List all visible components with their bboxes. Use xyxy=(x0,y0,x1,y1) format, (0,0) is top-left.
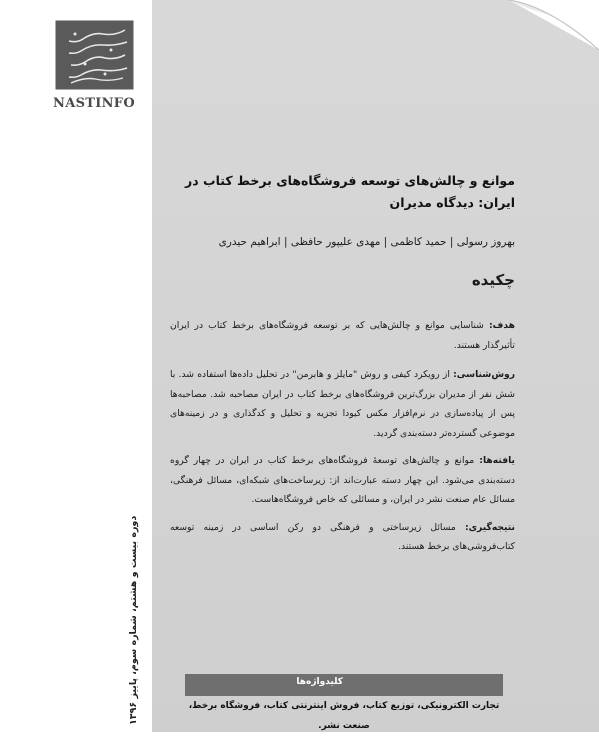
article-title: موانع و چالش‌های توسعه فروشگاه‌های برخط کتاب در ایران: دیدگاه مدیران xyxy=(185,173,515,210)
article-content xyxy=(170,170,515,557)
abstract-methods xyxy=(170,365,515,443)
keywords-box xyxy=(185,674,503,731)
article-authors: بهروز رسولی | حمید کاظمی | مهدی علیپور حافظی | ابراهیم حیدری xyxy=(218,236,515,248)
abstract-findings xyxy=(170,451,515,510)
objective-text: شناسایی موانع و چالش‌هایی که بر توسعه فروشگاه‌های برخط کتاب در ایران تأثیرگذار هستند. xyxy=(170,320,515,351)
calligraphy-logo-icon xyxy=(55,20,134,90)
methods-label: روش‌شناسی: xyxy=(453,369,515,380)
keywords-label: کلیدواژه‌ها xyxy=(296,677,343,687)
findings-label: یافته‌ها: xyxy=(479,455,515,466)
page-curl-icon xyxy=(509,0,599,50)
abstract-objective xyxy=(170,316,515,355)
logo-wordmark: NASTINFO xyxy=(53,96,135,111)
conclusion-text: مسائل زیرساختی و فرهنگی دو رکن اساسی در زمینه توسعه کتاب‌فروشی‌های برخط هستند. xyxy=(170,521,515,552)
keywords-text: تجارت الکترونیکی، توزیع کتاب، فروش اینترنتی کتاب، فروشگاه برخط، صنعت نشر. xyxy=(185,696,503,716)
left-margin xyxy=(0,0,152,732)
publisher-logo xyxy=(55,20,134,90)
objective-label: هدف: xyxy=(488,320,515,331)
issue-info: دوره بیست و هشتم، شماره سوم، پاییز ۱۳۹۶ xyxy=(128,515,139,725)
abstract-heading: چکیده xyxy=(471,271,515,289)
findings-text: موانع و چالش‌های توسعهٔ فروشگاه‌های برخط کتاب در ایران در چهار گروه دسته‌بندی می‌شود. این چهار دسته عبارت‌اند از: زیرساخت‌های شبکه‌ای، مسائل فرهنگی، مسائل عام صنعت نشر در ایران، و مسائلی که خاص فروشگاه‌هاست. xyxy=(170,455,515,505)
conclusion-label: نتیجه‌گیری: xyxy=(464,521,515,533)
methods-text: از رویکرد کیفی و روش "مایلز و هابرمن" در تحلیل داده‌ها استفاده شد. با شش نفر از مدیران بزرگ‌ترین فروشگاه‌های برخط کتاب در ایران مصاحبه شد. مصاحبه‌ها پس از پیاده‌سازی در نرم‌افزار مکس کیودا تجزیه و تحلیل و کدگذاری و در زمینه‌های موضوعی گسترده‌تر دسته‌بندی گردید. xyxy=(170,369,515,439)
abstract-conclusion xyxy=(170,518,515,557)
